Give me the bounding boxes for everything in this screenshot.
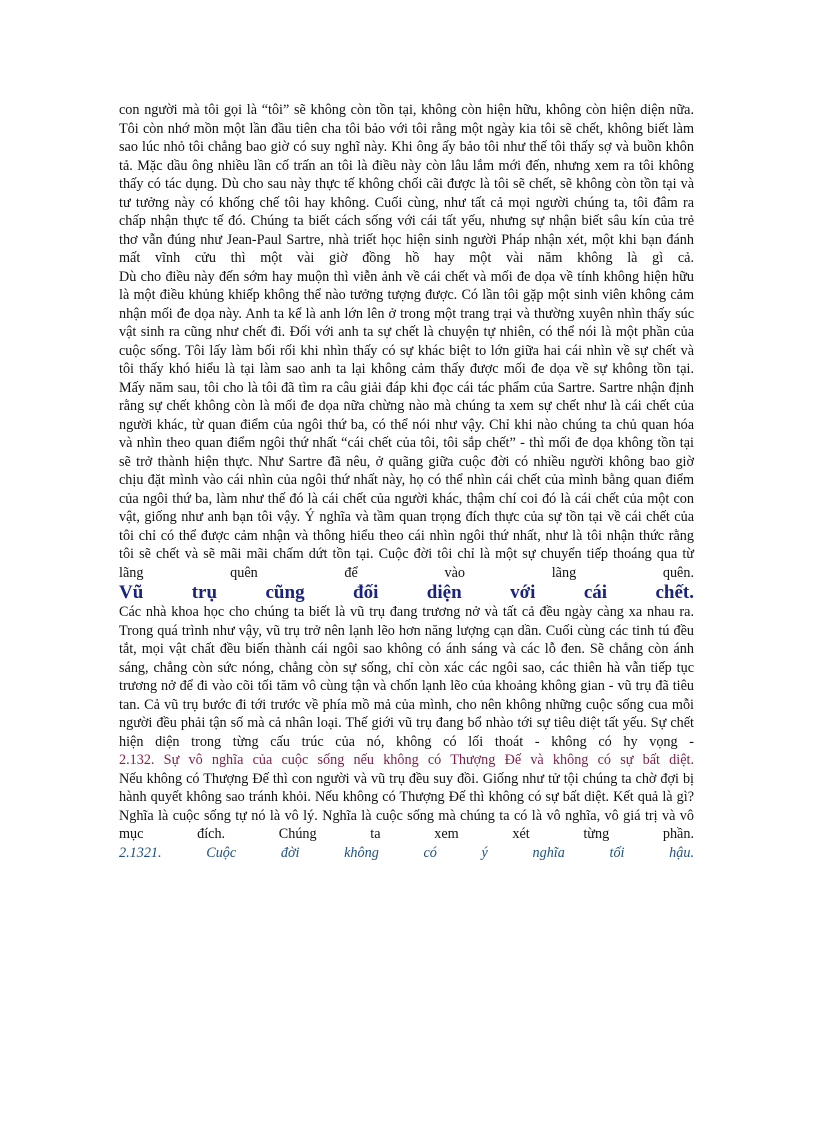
section-subheading-2-132: 2.132. Sự vô nghĩa của cuộc sống nếu không có Thượng Đế và không có sự bất diệt. [119,752,694,768]
paragraph-sartre-reflection: Dù cho điều này đến sớm hay muộn thì viễn ảnh về cái chết và mối đe dọa về tính không hiện hữu là một điều khủng khiếp không thể nào tưởng tượng được. Có lần tôi gặp một sinh viên không cảm nhận mối đe dọa này. Anh ta kể là anh lớn lên ở trong một trang trại và thường xuyên nhìn thấy súc vật sinh ra cũng như chết đi. Đối với anh ta sự chết là chuyện tự nhiên, có thể nói là một phần của cuộc sống. Tôi lấy làm bối rối khi nhìn thấy có sự khác biệt to lớn giữa hai cái nhìn về sự chết và tôi thấy khó hiểu là tại làm sao anh ta lại không cảm thấy được mối đe dọa về sự không tồn tại. Mấy năm sau, tôi cho là tôi đã tìm ra câu giải đáp khi đọc cái tác phẩm của Sartre. Sartre nhận định rằng sự chết không còn là mối đe dọa nữa chừng nào mà chúng ta xem sự chết như là cái chết của người khác, từ quan điểm của ngôi thứ ba, có thể nói như vậy. Chỉ khi nào chúng ta chủ quan hóa và nhìn theo quan điểm ngôi thứ nhất “cái chết của tôi, tôi sắp chết” - thì mối đe dọa không tồn tại sẽ trở thành hiện thực. Như Sartre đã nêu, ở quãng giữa cuộc đời có nhiều người không bao giờ chịu đặt mình vào cái nhìn của ngôi thứ nhất này, họ có thể nhìn cái chết của mình bằng quan điểm của ngôi thứ ba, làm như thế đó là cái chết của người khác, thậm chí coi đó là cái chết của một con vật, giống như anh bạn tôi vậy. Ý nghĩa và tầm quan trọng đích thực của sự tồn tại về cái chết của tôi chỉ có thể được cảm nhận và thông hiểu theo cái nhìn ngôi thứ nhất, như là tôi nhận thức rằng tôi sẽ chết và sẽ mãi mãi chấm dứt tồn tại. Cuộc đời tôi chỉ là một sự chuyển tiếp thoáng qua từ lãng quên để vào lãng quên. [119,268,694,581]
section-subheading-2-1321: 2.1321. Cuộc đời không có ý nghĩa tối hậu. [119,844,694,861]
paragraph-universe-expansion: Các nhà khoa học cho chúng ta biết là vũ trụ đang trương nở và tất cả đều ngày càng xa nhau ra. Trong quá trình như vậy, vũ trụ trở nên lạnh lẽo hơn năng lượng cạn dần. Cuối cùng các tinh tú đều tắt, mọi vật chất đều biến thành cái ngôi sao không có ánh sáng và các lỗ đen. Sẽ chẳng còn ánh sáng, chẳng còn sức nóng, chẳng còn sự sống, chỉ còn xác các ngôi sao, các thiên hà vẫn tiếp tục trương nở để đi vào cõi tối tăm vô cùng tận và chốn lạnh lẽo của khoảng không gian - vũ trụ đã tiêu tan. Cả vũ trụ bước đi tới trước về phía mồ mả của mình, cho nên không những cuộc sống cua mỗi người đều phải tận số mà cả nhân loại. Thế giới vũ trụ đang bổ nhào tới sự tiêu diệt tất yếu. Sự chết hiện diện trong từng cấu trúc của nó, không có lối thoát - không có hy vọng - [119,604,694,750]
section-heading-universe-death: Vũ trụ cũng đối diện với cái chết. [119,582,694,603]
document-page [119,101,694,862]
paragraph-intro: con người mà tôi gọi là “tôi” sẽ không còn tồn tại, không còn hiện hữu, không còn hiện diện nữa. [119,102,694,118]
paragraph-childhood-memory: Tôi còn nhớ mồn một lần đầu tiên cha tôi bảo với tôi rằng một ngày kia tôi sẽ chết, không biết làm sao lúc nhỏ tôi chẳng bao giờ có suy nghĩ này. Khi ông ấy bảo tôi như thế tôi thấy sợ và buồn khôn tả. Mặc dầu ông nhiều lần cố trấn an tôi là điều này còn lâu lắm mới đến, nhưng xem ra tôi không thấy có tác dụng. Dù cho sau này thực tế không chối cãi được là tôi sẽ chết, sẽ không còn tồn tại và tư tưởng này có khống chế tôi hay không. Cuối cùng, như tất cả mọi người chúng ta, tôi đâm ra chấp nhận thực tế đó. Chúng ta biết cách sống với cái tất yếu, nhưng sự nhận biết sâu kín của trẻ thơ vẫn đúng như Jean-Paul Sartre, nhà triết học hiện sinh người Pháp nhận xét, một khi bạn đánh mất vĩnh cửu thì một vài giờ đồng hồ hay một vài năm không là gì cả. [119,120,694,266]
paragraph-no-god: Nếu không có Thượng Đế thì con người và vũ trụ đều suy đồi. Giống như tử tội chúng ta chờ đợi bị hành quyết không sao tránh khỏi. Nếu không có Thượng Đế thì không có sự bất diệt. Kết quả là gì? Nghĩa là cuộc sống tự nó là vô lý. Nghĩa là cuộc sống mà chúng ta có là vô nghĩa, vô giá trị và vô mục đích. Chúng ta xem xét từng phần. [119,770,694,842]
